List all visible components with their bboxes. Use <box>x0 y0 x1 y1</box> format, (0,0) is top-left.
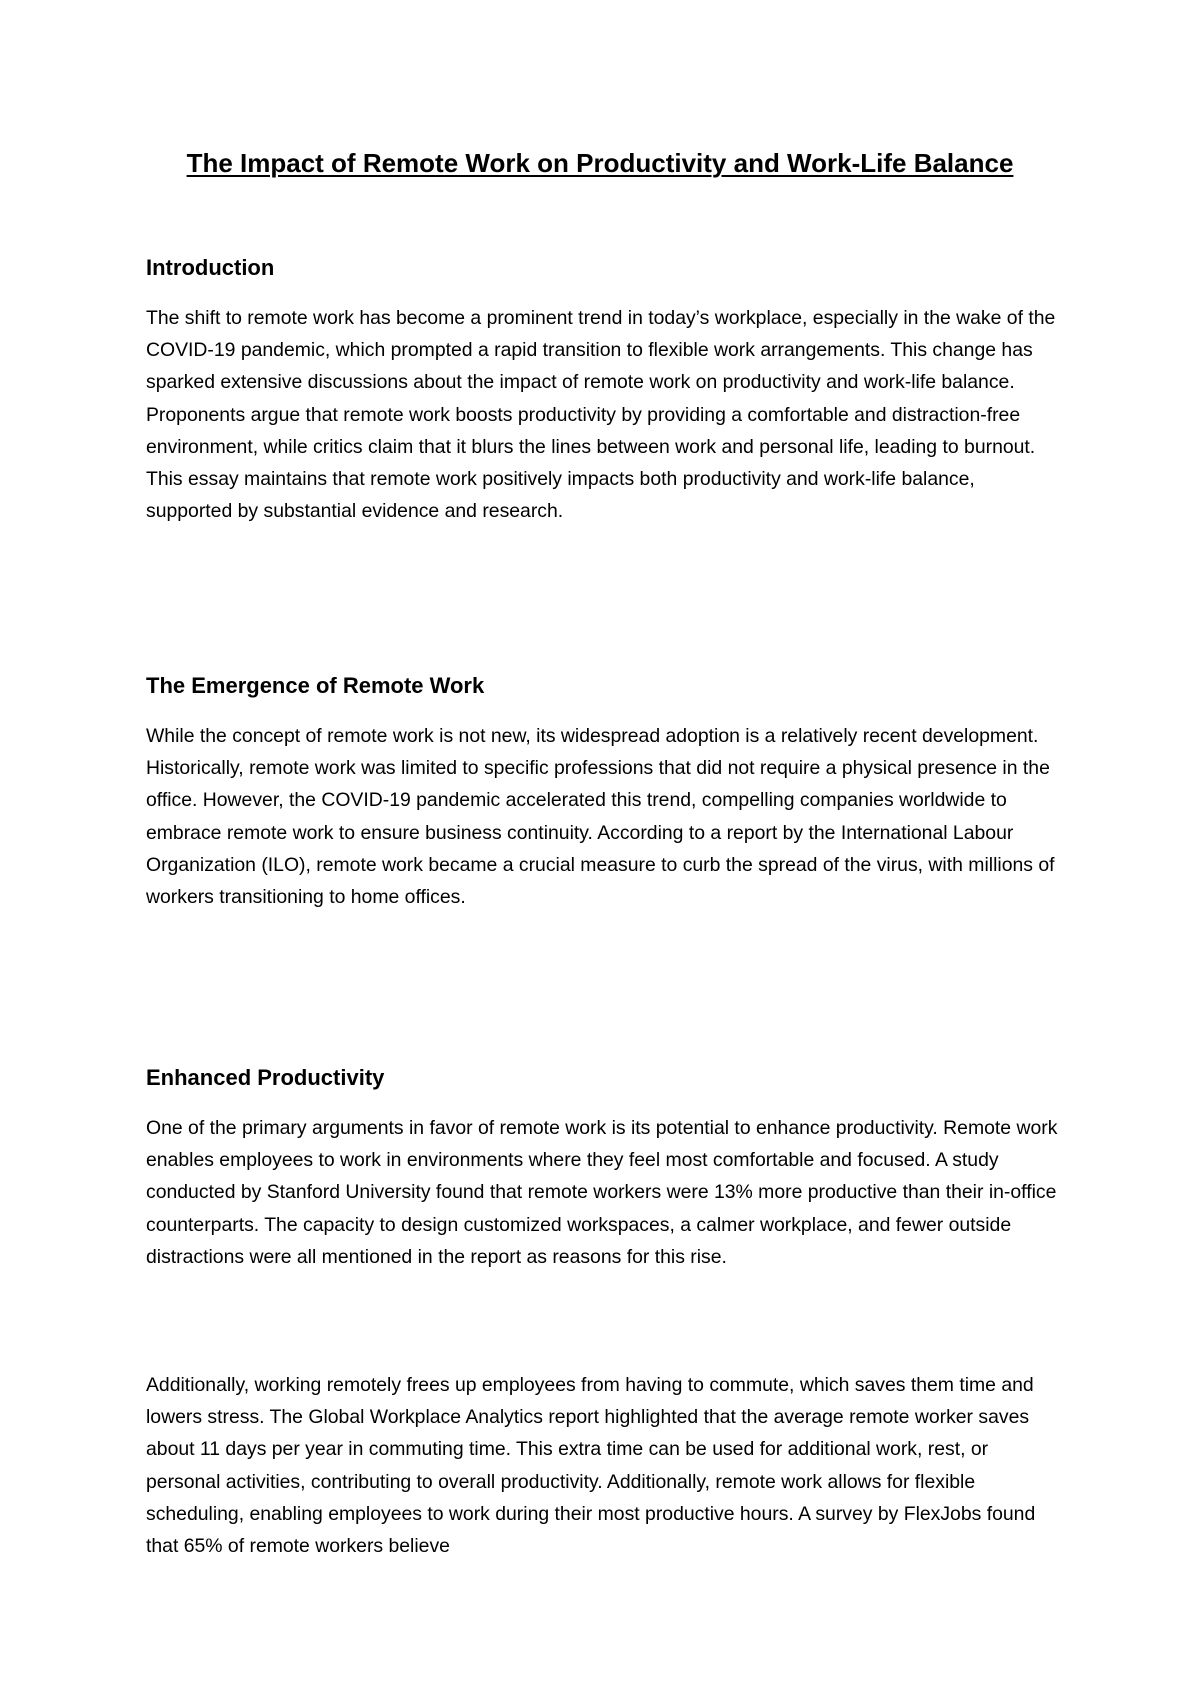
introduction-paragraph: The shift to remote work has become a prominent trend in today’s workplace, especially in the wake of the COVID-19 pandemic, which prompted a rapid transition to flexible work arrangements. This change has sparked extensive discussions about the impact of remote work on productivity and work-life balance. Proponents argue that remote work boosts productivity by providing a comfortable and distraction-free environment, while critics claim that it blurs the lines between work and personal life, leading to burnout. This essay maintains that remote work positively impacts both productivity and work-life balance, supported by substantial evidence and research. <box>146 307 1056 523</box>
productivity-paragraph-1: One of the primary arguments in favor of remote work is its potential to enhance productivity. Remote work enables employees to work in environments where they feel most comfortable and focused. A study conducted by Stanford University found that remote workers were 13% more productive than their in-office counterparts. The capacity to design customized workspaces, a calmer workplace, and fewer outside distractions were all mentioned in the report as reasons for this rise. <box>146 1117 1058 1268</box>
section-heading-introduction: Introduction <box>146 255 275 280</box>
productivity-paragraph-2: Additionally, working remotely frees up employees from having to commute, which saves them time and lowers stress. The Global Workplace Analytics report highlighted that the average remote worker saves about 11 days per year in commuting time. This extra time can be used for additional work, rest, or personal activities, contributing to overall productivity. Additionally, remote work allows for flexible scheduling, enabling employees to work during their most productive hours. A survey by FlexJobs found that 65% of remote workers believe <box>146 1374 1036 1558</box>
section-heading-productivity: Enhanced Productivity <box>146 1065 385 1090</box>
emergence-paragraph: While the concept of remote work is not new, its widespread adoption is a relatively recent development. Historically, remote work was limited to specific professions that did not require a physical presence in the office. However, the COVID-19 pandemic accelerated this trend, compelling companies worldwide to embrace remote work to ensure business continuity. According to a report by the International Labour Organization (ILO), remote work became a crucial measure to curb the spread of the virus, with millions of workers transitioning to home offices. <box>146 725 1055 909</box>
section-heading-emergence: The Emergence of Remote Work <box>146 673 485 698</box>
document-title: The Impact of Remote Work on Productivity and Work-Life Balance <box>186 148 1014 178</box>
